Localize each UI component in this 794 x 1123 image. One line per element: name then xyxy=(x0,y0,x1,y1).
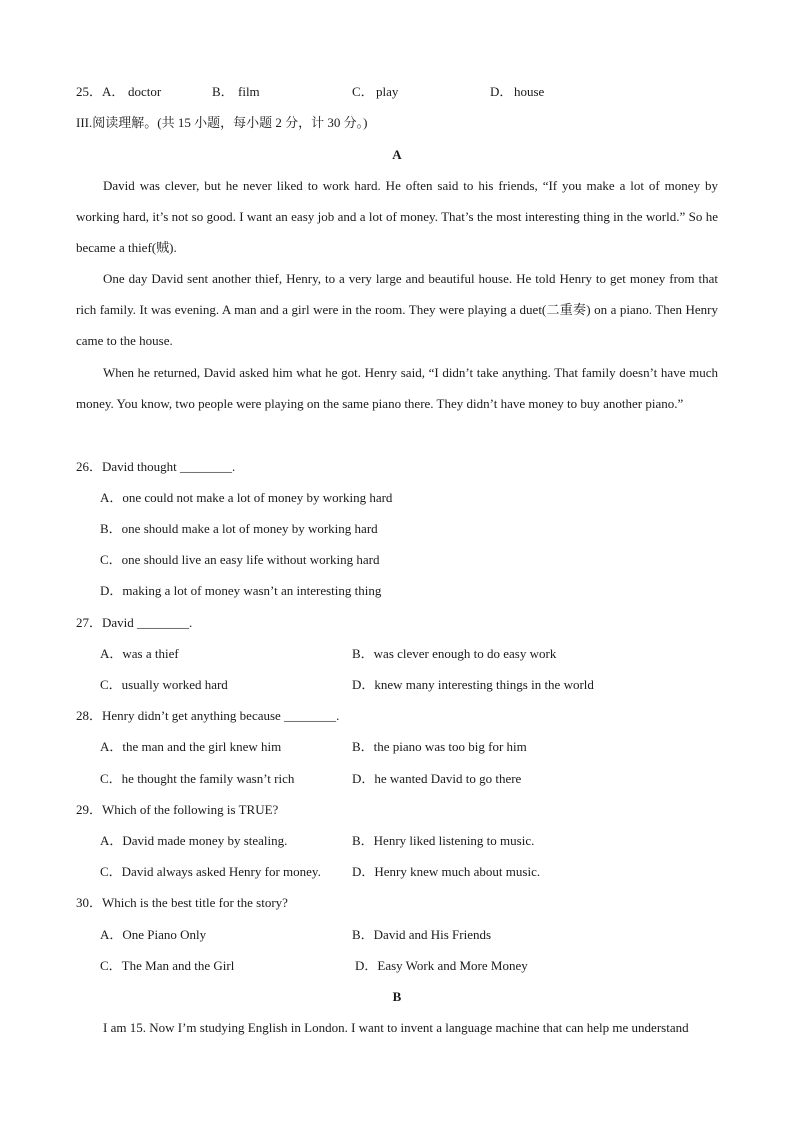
option-b: B．Henry liked listening to music. xyxy=(352,833,535,848)
option-letter: A． xyxy=(102,84,125,99)
option-d: D．knew many interesting things in the world xyxy=(352,677,594,692)
option-d: D．making a lot of money wasn’t an interesting thing xyxy=(100,583,382,598)
question-stem: 26．David thought ________. xyxy=(76,459,236,474)
question-stem: 29．Which of the following is TRUE? xyxy=(76,802,279,817)
option-letter: B． xyxy=(212,84,234,99)
option-text: doctor xyxy=(128,84,162,99)
option-a: A．the man and the girl knew him xyxy=(100,739,282,754)
option-b: B．David and His Friends xyxy=(352,927,492,942)
passage-a-paragraph: David was clever, but he never liked to work hard. He often said to his friends, “If you make a lot of money by working hard, it’s not so good. I want an easy job and a lot of money. That’s the most interesting thing in the world.” So he became a thief(贼). xyxy=(76,178,718,256)
option-letter: C． xyxy=(352,84,374,99)
option-letter: D． xyxy=(490,84,513,99)
option-d: D．Easy Work and More Money xyxy=(355,958,528,973)
passage-a-paragraph: When he returned, David asked him what he got. Henry said, “I didn’t take anything. That family doesn’t have much money. You know, two people were playing on the same piano there. They didn’t have money to buy another piano.” xyxy=(76,365,718,412)
option-c: C．The Man and the Girl xyxy=(100,958,235,973)
question-stem: 30．Which is the best title for the story? xyxy=(76,895,288,910)
passage-label-b: B xyxy=(392,989,402,1004)
option-a: A．one could not make a lot of money by working hard xyxy=(100,490,393,505)
option-d: D．he wanted David to go there xyxy=(352,771,522,786)
option-a: A．One Piano Only xyxy=(100,927,207,942)
option-d: D．Henry knew much about music. xyxy=(352,864,541,879)
option-b: B．the piano was too big for him xyxy=(352,739,527,754)
option-c: C．David always asked Henry for money. xyxy=(100,864,321,879)
option-c: C．he thought the family wasn’t rich xyxy=(100,771,295,786)
question-stem: 27．David ________. xyxy=(76,615,193,630)
passage-label-a: A xyxy=(392,147,402,162)
option-text: house xyxy=(514,84,545,99)
option-b: B．one should make a lot of money by working hard xyxy=(100,521,378,536)
option-c: C．usually worked hard xyxy=(100,677,228,692)
option-a: A．was a thief xyxy=(100,646,179,661)
option-c: C．one should live an easy life without working hard xyxy=(100,552,380,567)
option-text: play xyxy=(376,84,399,99)
option-text: film xyxy=(238,84,260,99)
section-heading: III.阅读理解。(共 15 小题，每小题 2 分，计 30 分。) xyxy=(76,115,368,130)
option-b: B．was clever enough to do easy work xyxy=(352,646,557,661)
question-number: 25． xyxy=(76,84,103,99)
question-stem: 28．Henry didn’t get anything because ________. xyxy=(76,708,340,723)
passage-b-paragraph: I am 15. Now I’m studying English in London. I want to invent a language machine that can help me understand xyxy=(103,1020,689,1035)
option-a: A．David made money by stealing. xyxy=(100,833,288,848)
passage-a-paragraph: One day David sent another thief, Henry, to a very large and beautiful house. He told Henry to get money from that rich family. It was evening. A man and a girl were in the room. They were playing a duet(二重奏) on a piano. Then Henry came to the house. xyxy=(76,271,718,349)
